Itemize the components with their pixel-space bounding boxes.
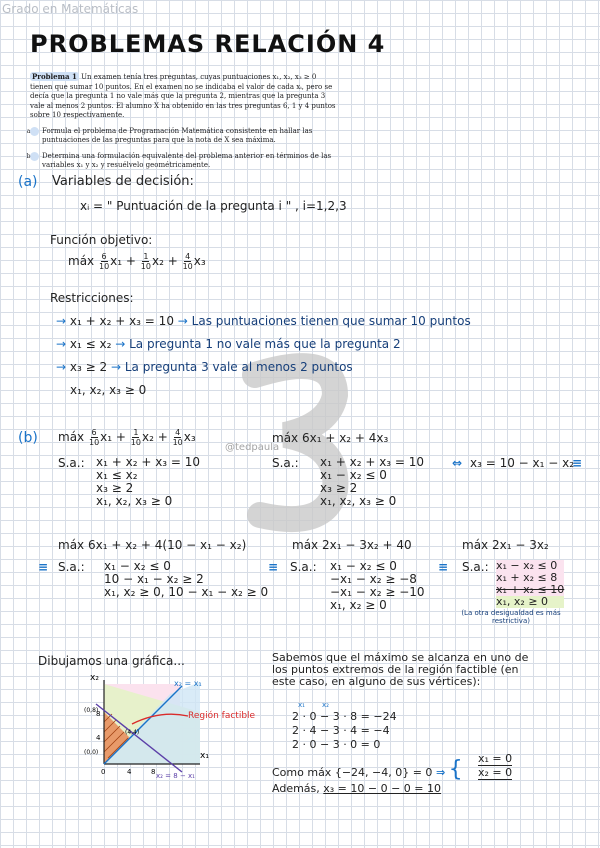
item-b <box>26 151 340 171</box>
svg-text:4: 4 <box>127 768 132 776</box>
model-1-objective: máx $\frac{6}{10}$ x₁ + $\frac{1}{10}$ x₂ + $\frac{4}{10}$ x₃ <box>58 428 196 447</box>
problem-text: Un examen tenía tres preguntas, cuyas puntuaciones x₁, x₂, x₃ ≥ 0 tienen que sumar 10 puntos. En el examen no se indicaba el valor de cada xᵢ, pero se decía que la pregunta 1 no vale más que la pregunta 2, mientras que la pregunta 3 vale al menos 2 puntos. El alumno X ha obtenido en las tres preguntas 6, 1 y 4 puntos sobre 10 respectivamente. <box>30 73 336 119</box>
model-4-constraints: x₁ − x₂ ≤ 0 −x₁ − x₂ ≥ −8 −x₁ − x₂ ≥ −10 x₁, x₂ ≥ 0 <box>330 559 425 612</box>
svg-text:(4,4): (4,4) <box>125 729 140 736</box>
item-text: Formula el problema de Programación Matemática consistente en hallar las puntuaciones de las preguntas para que la nota de X sea máxima. <box>42 126 313 144</box>
item-mark: b <box>30 152 39 161</box>
svg-text:0: 0 <box>101 768 106 776</box>
course-tag: Grado en Matemáticas <box>2 2 139 16</box>
restriction-row: → x₁ ≤ x₂ → La pregunta 1 no vale más que la pregunta 2 <box>56 337 401 351</box>
page-title: PROBLEMAS RELACIÓN 4 <box>30 30 386 58</box>
model-5-constraints: x₁ − x₂ ≤ 0 x₁ + x₂ ≤ 8 x₁ + x₂ ≤ 10 x₁, x₂ ≥ 0 <box>496 559 565 608</box>
graph-heading: Dibujamos una gráfica... <box>38 654 185 668</box>
model-2-constraints: x₁ + x₂ + x₃ = 10 x₁ − x₂ ≤ 0 x₃ ≥ 2 x₁, x₂, x₃ ≥ 0 <box>320 455 425 508</box>
restriction-row: → x₃ ≥ 2 → La pregunta 3 vale al menos 2 puntos <box>56 360 353 374</box>
part-b-label: (b) <box>18 430 38 446</box>
problem-statement <box>26 72 340 171</box>
nonnegativity: x₁, x₂, x₃ ≥ 0 <box>70 383 147 397</box>
equivalence-icon: ⇔ <box>452 456 463 470</box>
col-header-x1: x₁ <box>298 701 305 709</box>
equivalent-icon: ≡ <box>438 560 449 574</box>
equivalent-icon: ≡ <box>572 456 583 470</box>
model-1-sa-label: S.a.: <box>58 456 85 470</box>
col-header-x2: x₂ <box>322 701 329 709</box>
feasible-region-graph <box>70 672 270 787</box>
svg-text:x₂: x₂ <box>90 673 99 683</box>
model-2-sa-label: S.a.: <box>272 456 299 470</box>
result-values: x₁ = 0 x₂ = 0 <box>478 752 513 779</box>
restriction-note: Las puntuaciones tienen que sumar 10 puntos <box>191 314 471 328</box>
watermark-text: @tedpaula <box>225 442 280 453</box>
model-5-objective: máx 2x₁ − 3x₂ <box>462 538 549 552</box>
vertex-evaluations: 2 · 0 − 3 · 8 = −24 2 · 4 − 3 · 4 = −4 2 · 0 − 3 · 0 = 0 <box>292 710 397 751</box>
svg-text:x₁: x₁ <box>200 751 209 761</box>
item-a <box>26 126 340 146</box>
problem-label: Problema 1 <box>32 72 77 81</box>
svg-text:8: 8 <box>96 710 101 718</box>
restriction-note: La pregunta 3 vale al menos 2 puntos <box>124 360 353 374</box>
part-a-label: (a) <box>18 174 38 190</box>
svg-text:x₂ = x₁: x₂ = x₁ <box>174 679 202 688</box>
max-statement: Como máx {−24, −4, 0} = 0 ⇒ { <box>272 757 463 782</box>
variables-heading: Variables de decisión: <box>52 174 194 189</box>
svg-text:(0,8): (0,8) <box>84 707 99 714</box>
equivalent-icon: ≡ <box>38 560 49 574</box>
variables-definition: xᵢ = " Puntuación de la pregunta i " , i=1,2,3 <box>80 199 347 213</box>
restrictions-heading: Restricciones: <box>50 291 134 305</box>
objective-heading: Función objetivo: <box>50 233 153 247</box>
vertices-explanation: Sabemos que el máximo se alcanza en uno de los puntos extremos de la región factible (en este caso, en alguno de sus vértices): <box>272 651 529 688</box>
objective-function: máx $\frac{6}{10}$ x₁ + $\frac{1}{10}$ x₂ + $\frac{4}{10}$ x₃ <box>68 252 206 271</box>
model-4-objective: máx 2x₁ − 3x₂ + 40 <box>292 538 412 552</box>
ademas-line: Además, x₃ = 10 − 0 − 0 = 10 <box>272 782 442 795</box>
item-text: Determina una formulación equivalente del problema anterior en términos de las variables x₁ y x₂ y resuélvelo geométricamente. <box>42 151 332 169</box>
svg-text:4: 4 <box>96 734 101 742</box>
item-mark: a <box>30 127 39 136</box>
svg-text:(0,0): (0,0) <box>84 749 99 756</box>
model-4-sa-label: S.a.: <box>290 560 317 574</box>
restriction-note: La pregunta 1 no vale más que la pregunta 2 <box>129 337 401 351</box>
model-3-sa-label: S.a.: <box>58 560 85 574</box>
substitution: x₃ = 10 − x₁ − x₂ <box>470 456 575 470</box>
region-label-line-1: Región factible <box>188 711 256 721</box>
svg-text:x₂ = 8 − x₁: x₂ = 8 − x₁ <box>156 772 195 780</box>
model-5-sa-label: S.a.: <box>462 560 489 574</box>
restriction-row: → x₁ + x₂ + x₃ = 10 → Las puntuaciones tienen que sumar 10 puntos <box>56 314 471 328</box>
model-3-objective: máx 6x₁ + x₂ + 4(10 − x₁ − x₂) <box>58 538 247 552</box>
restrictive-note: (La otra desigualdad es más restrictiva) <box>461 609 561 625</box>
model-1-constraints: x₁ + x₂ + x₃ = 10 x₁ ≤ x₂ x₃ ≥ 2 x₁, x₂, x₃ ≥ 0 <box>96 455 201 508</box>
model-2-objective: máx 6x₁ + x₂ + 4x₃ <box>272 431 389 445</box>
model-3-constraints: x₁ − x₂ ≤ 0 10 − x₁ − x₂ ≥ 2 x₁, x₂ ≥ 0, 10 − x₁ − x₂ ≥ 0 <box>104 559 269 599</box>
equivalent-icon: ≡ <box>268 560 279 574</box>
svg-text:8: 8 <box>151 768 156 776</box>
